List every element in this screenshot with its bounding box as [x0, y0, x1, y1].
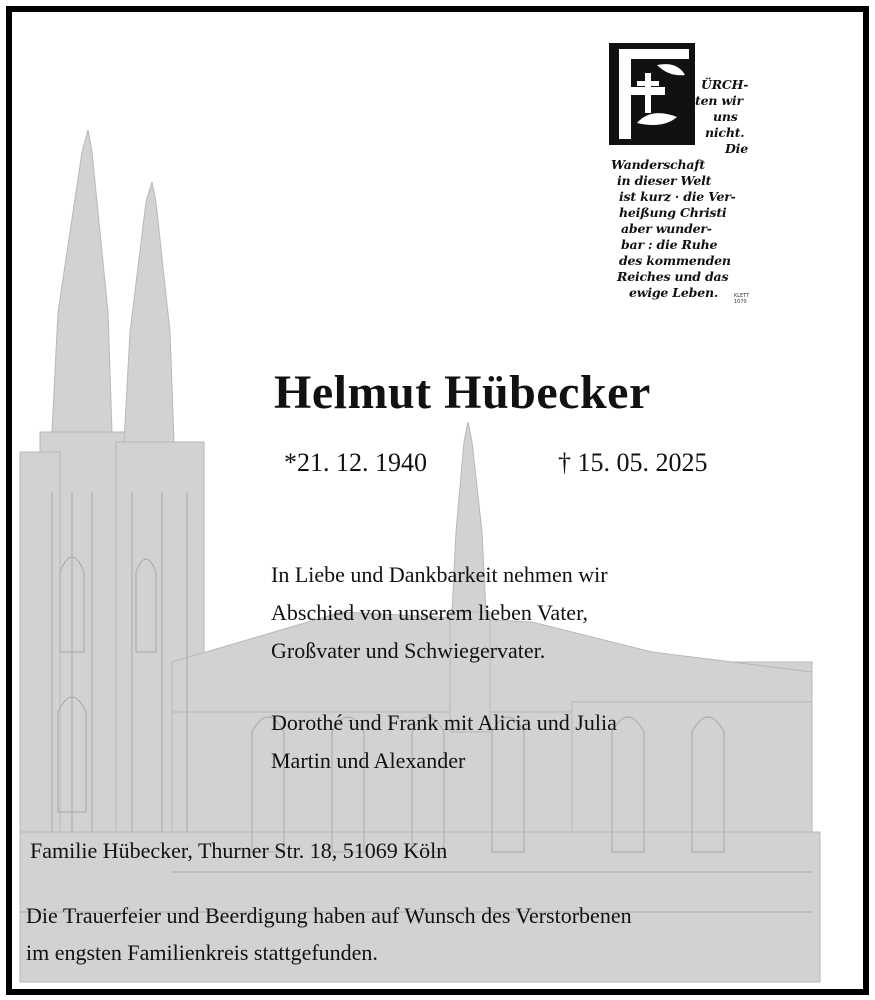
message-line: Großvater und Schwiegervater.: [271, 638, 546, 663]
family-line: Martin und Alexander: [271, 748, 466, 773]
message-line: Abschied von unserem lieben Vater,: [271, 600, 589, 625]
quote-line: in dieser Welt: [617, 173, 712, 188]
quote-credit: KLETT 1070: [734, 293, 750, 305]
funeral-notice-line: Die Trauerfeier und Beerdigung haben auf Wunsch des Verstorbenen: [26, 903, 632, 928]
message-line: In Liebe und Dankbarkeit nehmen wir: [271, 562, 608, 587]
obituary-frame: [6, 6, 869, 995]
quote-line: heißung Christi: [619, 205, 727, 220]
quote-line: nicht.: [705, 125, 745, 140]
decorated-initial-f-icon: [609, 43, 695, 145]
family-address: Familie Hübecker, Thurner Str. 18, 51069 Köln: [30, 838, 448, 863]
quote-line: ÜRCH-: [701, 77, 749, 92]
quote-line: Wanderschaft: [611, 157, 706, 172]
quote-line: ist kurz · die Ver-: [619, 189, 736, 204]
quote-line: ten wir: [695, 93, 743, 108]
quote-line: ewige Leben.: [629, 285, 718, 300]
scripture-quote: [609, 43, 759, 313]
quote-line: Die: [725, 141, 748, 156]
quote-line: uns: [713, 109, 738, 124]
death-date: † 15. 05. 2025: [558, 448, 708, 477]
birth-date: *21. 12. 1940: [284, 448, 427, 477]
quote-line: Reiches und das: [617, 269, 729, 284]
family-line: Dorothé und Frank mit Alicia und Julia: [271, 710, 617, 735]
quote-line: bar : die Ruhe: [621, 237, 718, 252]
funeral-notice-line: im engsten Familienkreis stattgefunden.: [26, 940, 378, 965]
quote-line: des kommenden: [619, 253, 731, 268]
quote-line: aber wunder-: [621, 221, 712, 236]
deceased-name: Helmut Hübecker: [274, 366, 651, 419]
